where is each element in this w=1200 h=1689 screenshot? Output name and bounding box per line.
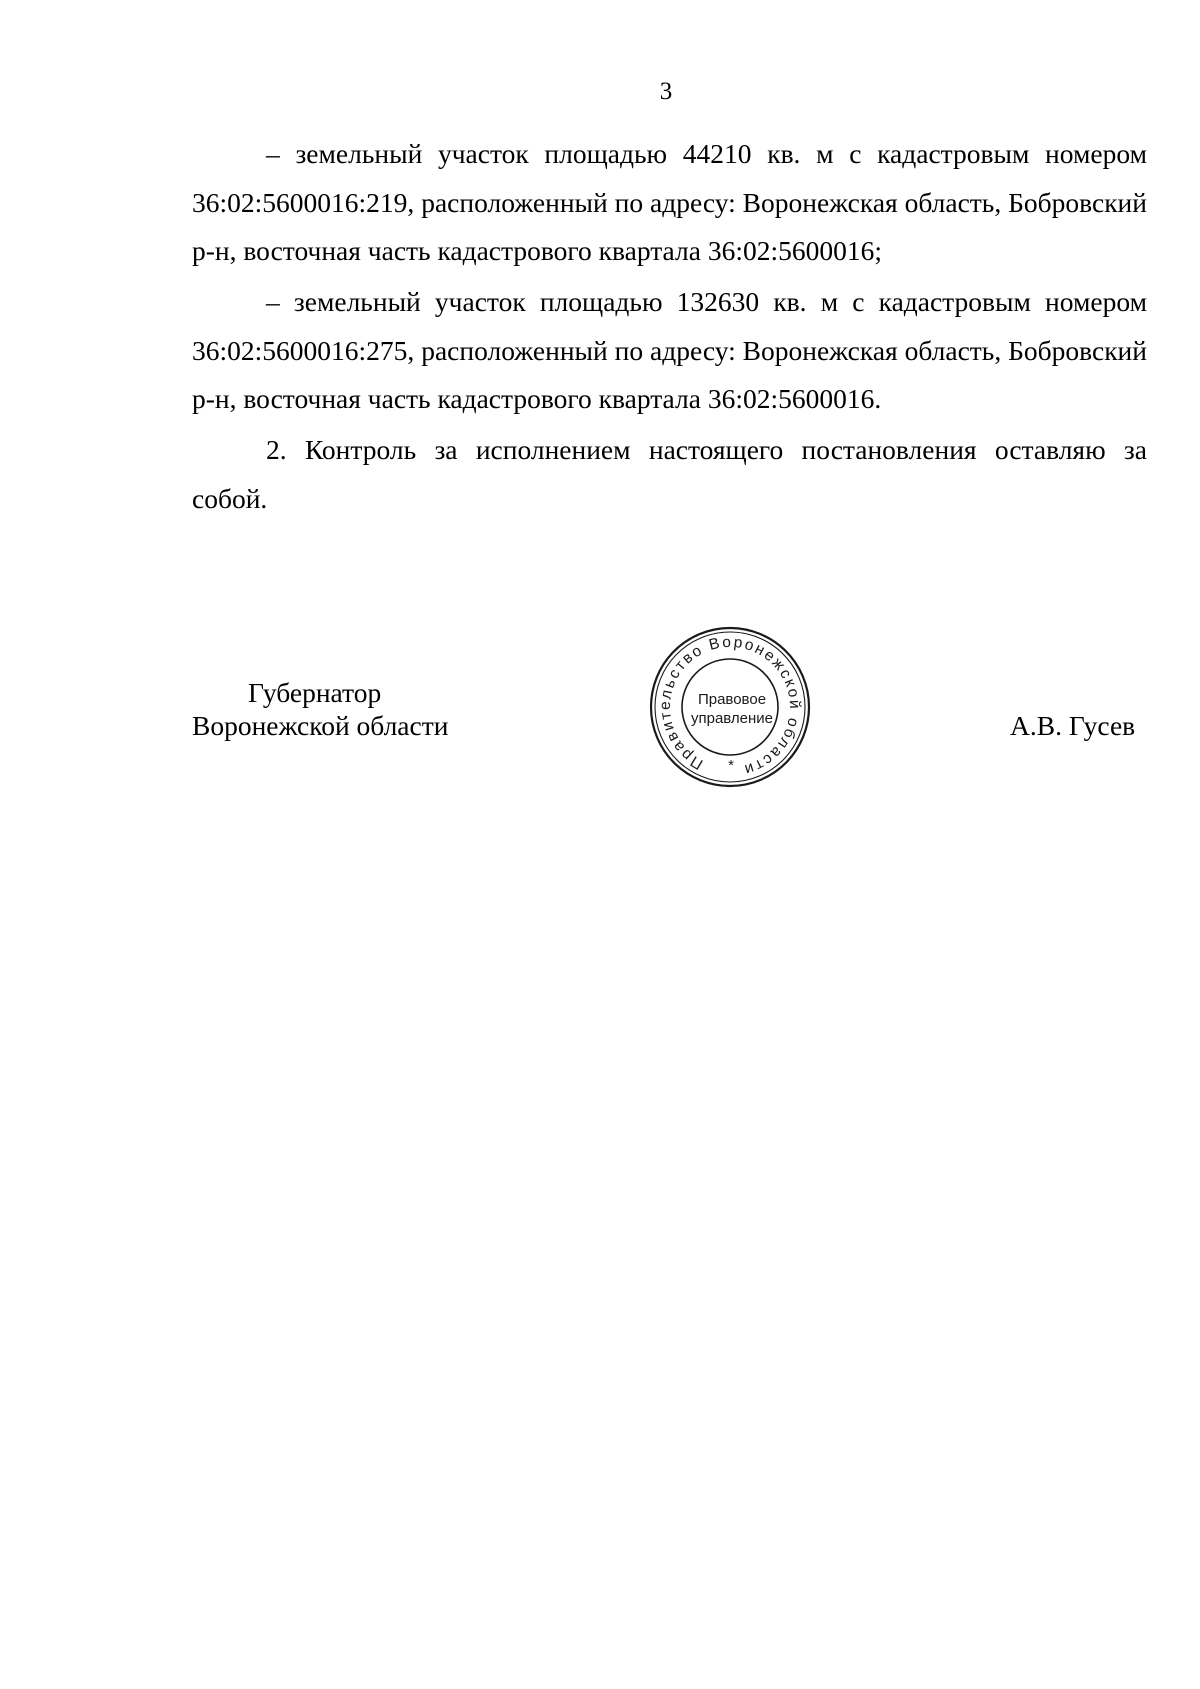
paragraph-land-plot-219: – земельный участок площадью 44210 кв. м с кадастровым номером 36:02:5600016:219, расположенный по адресу: Воронежская область, Бобровский р-н, восточная часть кадастрового квартала 36:02:5600016; [192,138,1147,266]
signatory-title [192,676,448,742]
signatory-title-line1: Губернатор [248,677,382,708]
seal-icon [647,624,813,790]
signatory-title-line2: Воронежской области [192,710,449,741]
seal-center-line2: управление [690,710,774,727]
signatory-name: А.В. Гусев [1010,710,1136,741]
paragraph-land-plot-275: – земельный участок площадью 132630 кв. м с кадастровым номером 36:02:5600016:275, расположенный по адресу: Воронежская область, Бобровский р-н, восточная часть кадастрового квартала 36:02:5600016. [192,286,1147,414]
document-body [192,130,1147,523]
seal-star: * [728,757,734,774]
page-number: 3 [659,78,673,105]
seal-center-line1: Правовое [697,691,767,708]
official-seal [647,624,813,790]
seal-ring-text: Правительство Воронежской области [656,633,804,779]
paragraph-control-clause: 2. Контроль за исполнением настоящего постановления оставляю за собой. [192,434,1147,514]
